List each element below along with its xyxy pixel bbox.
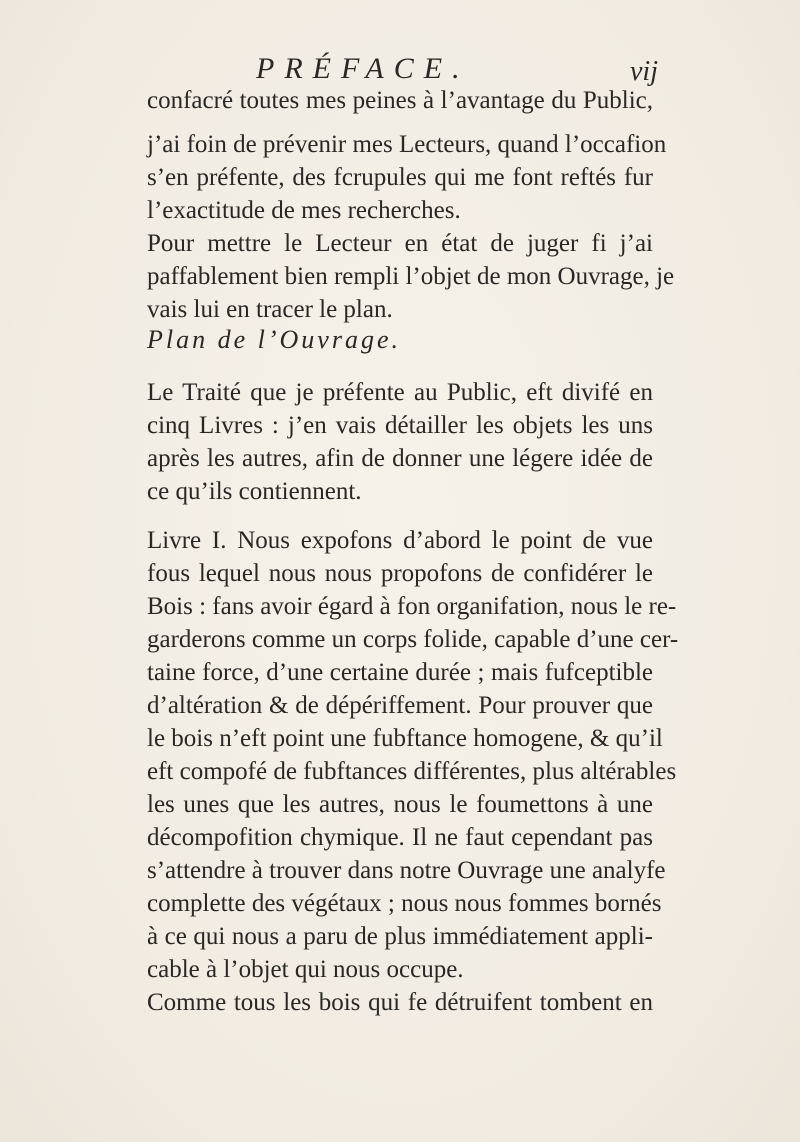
text-line-23: complette des végétaux ; nous nous fommes bornés [147,890,662,917]
text-line-3: s’en préfente, des fcrupules qui me font reftés fur [147,164,653,191]
text-line-12: Livre I. Nous expofons d’abord le point de vue [147,527,653,554]
text-line-16: taine force, d’une certaine durée ; mais fufceptible [147,659,653,686]
text-line-18: le bois n’eft point une fubftance homogene, & qu’il [147,725,663,752]
text-line-1: confacré toutes mes peines à l’avantage du Public, [147,87,653,114]
text-line-7: vais lui en tracer le plan. [147,296,393,323]
text-line-5: Pour mettre le Lecteur en état de juger fi j’ai [147,230,653,257]
text-line-10: après les autres, afin de donner une légere idée de [147,445,653,472]
text-line-26: Comme tous les bois qui fe détruifent tombent en [147,989,653,1016]
section-heading: Plan de l’Ouvrage. [147,325,402,354]
page-number: vij [630,56,658,87]
text-line-8: Le Traité que je préfente au Public, eft divifé en [147,379,653,406]
text-line-20: les unes que les autres, nous le foumettons à une [147,791,653,818]
text-line-11: ce qu’ils contiennent. [147,478,362,505]
text-line-24: à ce qui nous a paru de plus immédiatement appli- [147,923,653,950]
text-line-25: cable à l’objet qui nous occupe. [147,956,464,983]
running-title: PRÉFACE. [256,52,470,85]
text-line-2: j’ai foin de prévenir mes Lecteurs, quand l’occafion [147,131,667,158]
text-line-22: s’attendre à trouver dans notre Ouvrage une analyfe [147,857,666,884]
text-line-9: cinq Livres : j’en vais détailler les objets les uns [147,412,653,439]
text-line-21: décompofition chymique. Il ne faut cependant pas [147,824,653,851]
text-line-4: l’exactitude de mes recherches. [147,197,461,224]
text-line-15: garderons comme un corps folide, capable d’une cer- [147,626,679,653]
text-line-6: paffablement bien rempli l’objet de mon Ouvrage, je [147,263,675,290]
text-line-19: eft compofé de fubftances différentes, plus altérables [147,758,677,785]
text-line-14: Bois : fans avoir égard à fon organifation, nous le re- [147,593,677,620]
text-line-13: fous lequel nous nous propofons de confidérer le [147,560,653,587]
text-line-17: d’altération & de dépériffement. Pour prouver que [147,692,653,719]
